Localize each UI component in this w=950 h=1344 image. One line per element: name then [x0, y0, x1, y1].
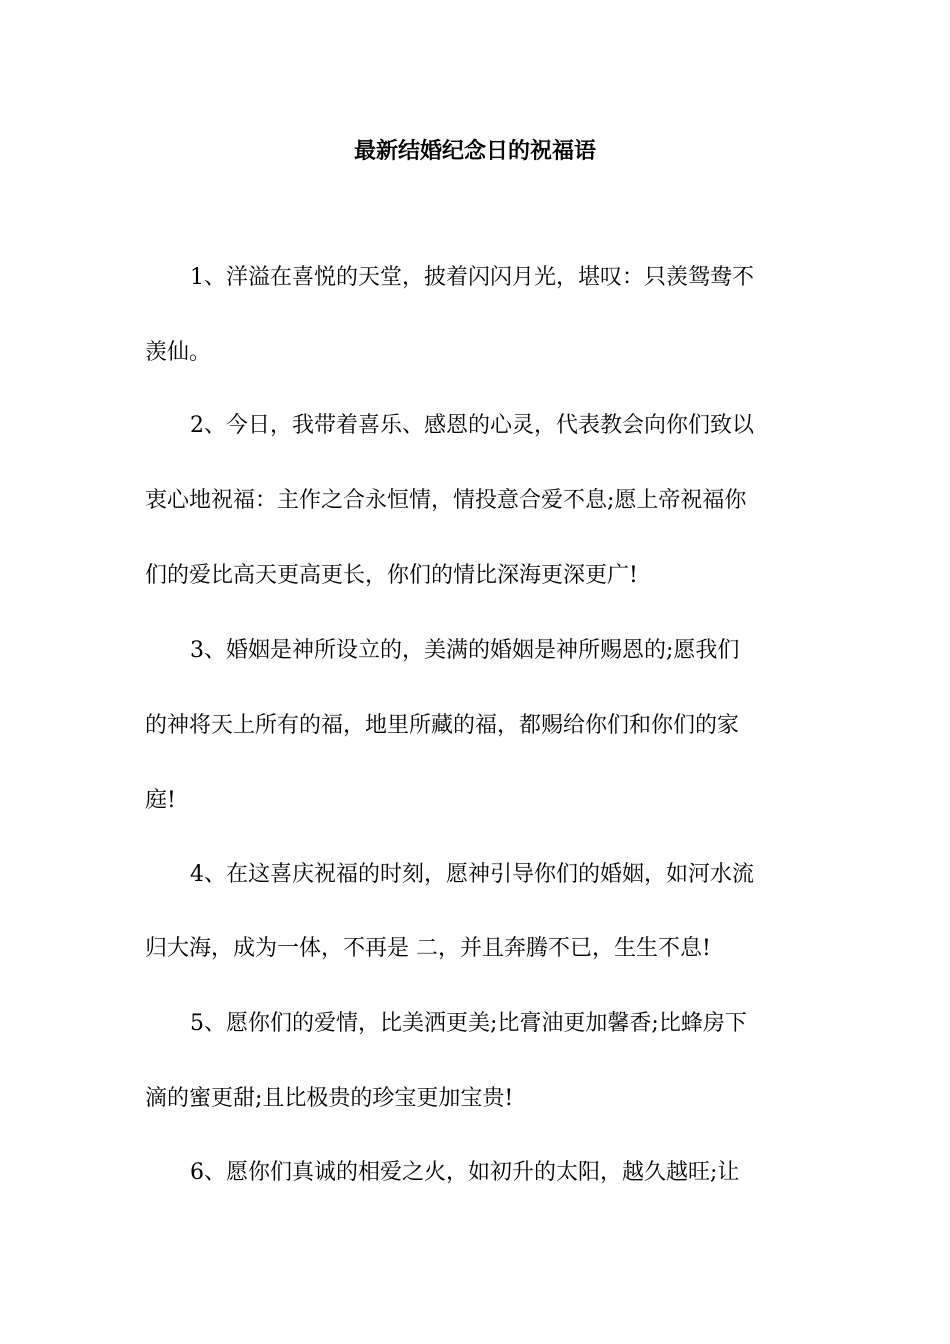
paragraph-2-line-2: 衷心地祝福：主作之合永恒情，情投意合爱不息;愿上帝祝福你 — [145, 488, 747, 513]
paragraph-5-line-1: 5、愿你们的爱情，比美洒更美;比膏油更加馨香;比蜂房下 — [190, 1011, 747, 1036]
paragraph-3-line-3: 庭! — [145, 788, 176, 813]
paragraph-2-line-3: 们的爱比高天更高更长，你们的情比深海更深更广! — [145, 563, 638, 588]
paragraph-6-line-1: 6、愿你们真诚的相爱之火，如初升的太阳，越久越旺;让 — [190, 1160, 740, 1185]
document-title: 最新结婚纪念日的祝福语 — [353, 139, 596, 164]
paragraph-1-line-1: 1、洋溢在喜悦的天堂，披着闪闪月光，堪叹：只羡鸳鸯不 — [190, 265, 754, 290]
paragraph-1-line-2: 羡仙。 — [145, 340, 212, 365]
paragraph-4-line-1: 4、在这喜庆祝福的时刻，愿神引导你们的婚姻，如河水流 — [190, 862, 754, 887]
paragraph-3-line-2: 的神将天上所有的福，地里所藏的福，都赐给你们和你们的家 — [145, 713, 740, 738]
paragraph-2-line-1: 2、今日，我带着喜乐、感恩的心灵，代表教会向你们致以 — [190, 413, 754, 438]
paragraph-4-line-2: 归大海，成为一体，不再是 二，并且奔腾不已，生生不息! — [145, 936, 711, 961]
paragraph-5-line-2: 滴的蜜更甜;且比极贵的珍宝更加宝贵! — [145, 1086, 514, 1111]
paragraph-3-line-1: 3、婚姻是神所设立的，美满的婚姻是神所赐恩的;愿我们 — [190, 638, 740, 663]
